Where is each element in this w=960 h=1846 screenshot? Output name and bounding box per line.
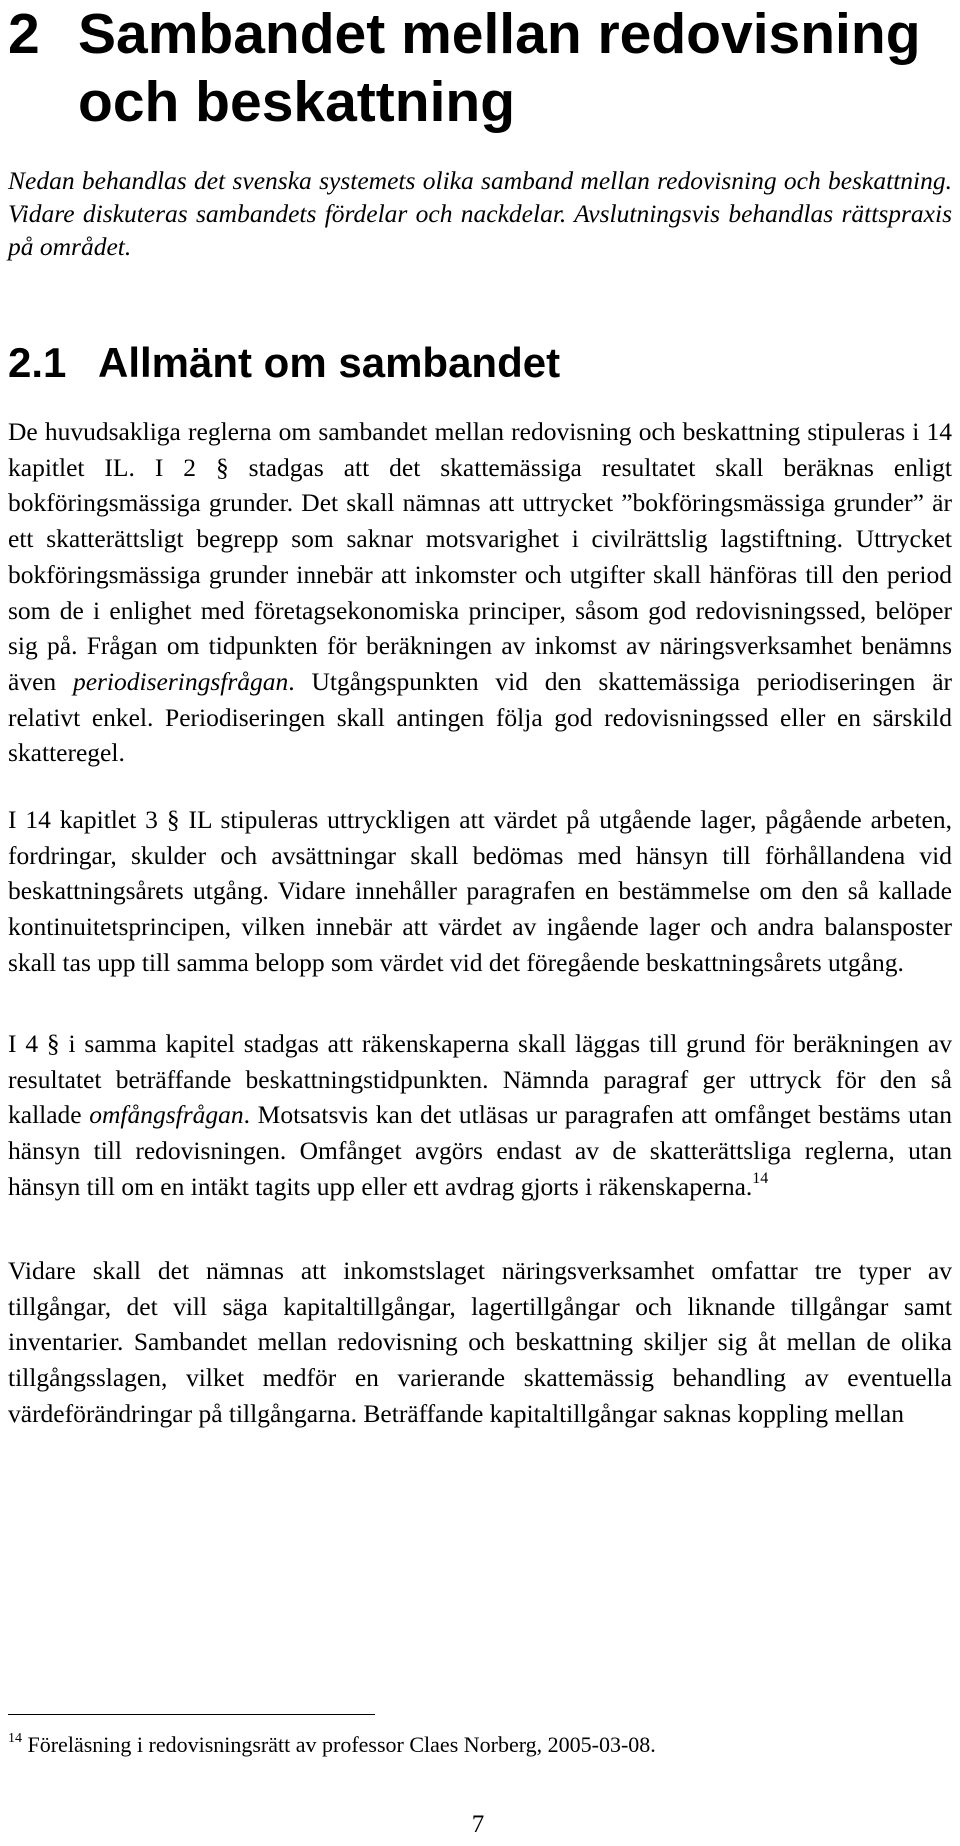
body-paragraph-3 bbox=[8, 1026, 952, 1205]
section-number: 2.1 bbox=[8, 339, 67, 386]
section-title: Allmänt om sambandet bbox=[98, 339, 561, 386]
chapter-title: Sambandet mellan redovisning och beskattning bbox=[78, 2, 921, 134]
footnote-separator bbox=[8, 1714, 375, 1715]
body-paragraph-2: I 14 kapitlet 3 § IL stipuleras uttryckligen att värdet på utgående lager, pågående arbeten, fordringar, skulder och avsättningar skall bedömas med hänsyn till förhållandena vid beskattningsårets utgång. Vidare innehåller paragrafen en bestämmelse om den så kallade kontinuitetsprincipen, vilken innebär att värdet av ingående lager och andra balansposter skall tas upp till samma belopp som värdet vid det föregående beskattningsårets utgång. bbox=[8, 805, 952, 977]
footnote-text: Föreläsning i redovisningsrätt av professor Claes Norberg, 2005-03-08. bbox=[27, 1732, 656, 1757]
page-number: 7 bbox=[471, 1811, 485, 1838]
paragraph-3-text-a: I 4 § i samma kapitel stadgas att räkenskaperna skall läggas till grund för beräkningen av resultatet beträffande beskattningstidpunkten. Nämnda paragraf ger uttryck för den så kallade bbox=[8, 1029, 952, 1130]
footnote-reference: 14 bbox=[752, 1169, 769, 1187]
body-paragraph-1 bbox=[8, 414, 952, 771]
paragraph-1-text-a: De huvudsakliga reglerna om sambandet mellan redovisning och beskattning stipuleras i 14 kapitlet IL. I 2 § stadgas att det skattemässiga resultatet skall beräknas enligt bokföringsmässiga grunder. Det skall nämnas att uttrycket ”bokföringsmässiga grunder” är ett skatterättsligt begrepp som saknar motsvarighet i civilrättslig lagstiftning. Uttrycket bokföringsmässiga grunder innebär att inkomster och utgifter skall hänföras till den period som de i enlighet med företagsekonomiska principer, såsom god redovisningssed, belöper sig på. Frågan om tidpunkten för beräkningen av inkomst av näringsverksamhet benämns även bbox=[8, 417, 952, 696]
footnote-number: 14 bbox=[8, 1731, 22, 1746]
body-paragraph-4: Vidare skall det nämnas att inkomstslaget näringsverksamhet omfattar tre typer av tillgångar, det vill säga kapitaltillgångar, lagertillgångar och liknande tillgångar samt inventarier. Sambandet mellan redovisning och beskattning skiljer sig åt mellan de olika tillgångsslagen, vilket medför en varierande skattemässig behandling av eventuella värdeförändringar på tillgångarna. Beträffande kapitaltillgångar saknas koppling mellan bbox=[8, 1256, 952, 1428]
term-periodiseringsfragan: periodiseringsfrågan bbox=[72, 666, 289, 696]
paragraph-1-text-b: . Utgångspunkten vid den skattemässiga periodiseringen är relativt enkel. Periodiseringen skall antingen följa god redovisningssed eller en särskild skatteregel. bbox=[8, 666, 953, 768]
chapter-intro: Nedan behandlas det svenska systemets olika samband mellan redovisning och beskattning. Vidare diskuteras sambandets fördelar och nackdelar. Avslutningsvis behandlas rättspraxis på området. bbox=[8, 166, 952, 261]
paragraph-3-text-b: . Motsatsvis kan det utläsas ur paragrafen att omfånget bestäms utan hänsyn till redovisningen. Omfånget avgörs endast av de skatterättsliga reglerna, utan hänsyn till om en intäkt tagits upp eller ett avdrag gjorts i räkenskaperna. bbox=[8, 1100, 952, 1201]
footnote bbox=[8, 1730, 952, 1760]
chapter-number: 2 bbox=[8, 2, 40, 66]
term-omfangsfragan: omfångsfrågan bbox=[89, 1100, 244, 1130]
